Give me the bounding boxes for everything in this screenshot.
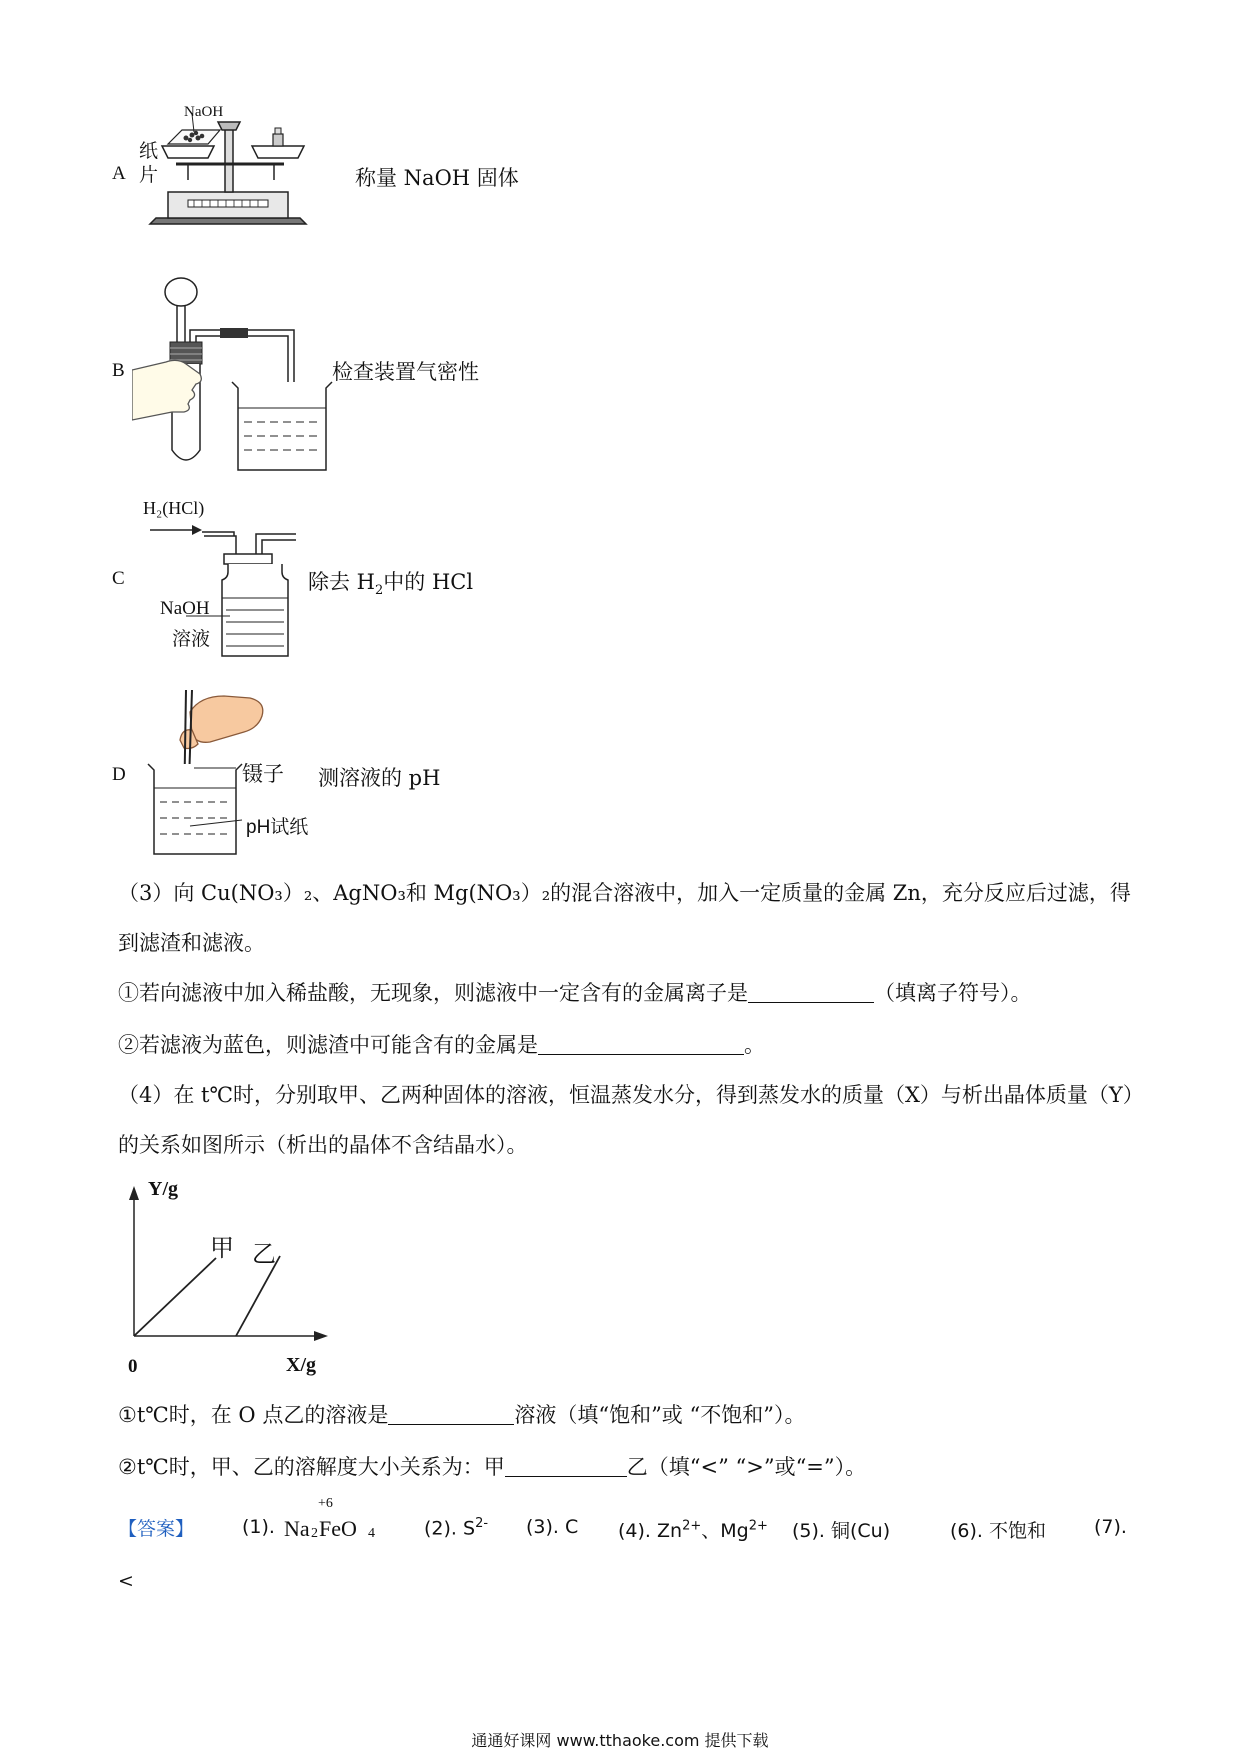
- graph-series-jia: 甲: [210, 1234, 234, 1262]
- ph-paper-label: pH试纸: [246, 817, 309, 838]
- q3-intro-line2: 到滤渣和滤液。: [118, 931, 265, 955]
- airtight-check-figure: [132, 270, 342, 480]
- graph-xlabel: X/g: [286, 1354, 316, 1376]
- evaporation-graph: [110, 1180, 350, 1374]
- answer-3: (3). C: [526, 1516, 579, 1538]
- answer-7-continued: <: [118, 1570, 134, 1592]
- gas-washing-bottle-icon: [140, 520, 300, 660]
- naoh-solution-label-2: 溶液: [172, 628, 211, 650]
- q3-sub1-blank[interactable]: [748, 980, 874, 1003]
- q4-sub1: ①t℃时，在 O 点乙的溶液是 溶液（填“饱和”或 “不饱和”）。: [118, 1403, 806, 1427]
- answer-7: (7).: [1094, 1516, 1127, 1538]
- option-d-caption: 测溶液的 pH: [318, 766, 441, 790]
- test-tube-beaker-icon: [132, 270, 342, 480]
- option-c-caption: 除去 $H_2$中的 HCl: [308, 570, 474, 599]
- q3-intro-line1: （3）向 Cu(NO₃）₂、AgNO₃和 Mg(NO₃）₂的混合溶液中，加入一定质量的金属 Zn，充分反应后过滤，得: [118, 881, 1131, 905]
- graph-axes: [110, 1180, 350, 1370]
- answer-1-formula: +6 Na 2 FeO 4: [284, 1496, 375, 1541]
- q3-sub1: ①若向滤液中加入稀盐酸，无现象，则滤液中一定含有的金属离子是 （填离子符号）。: [118, 981, 1032, 1005]
- tweezers-label: 镊子: [242, 762, 284, 786]
- answer-5: (5). 铜(Cu): [792, 1520, 891, 1542]
- answer-6: (6). 不饱和: [950, 1520, 1046, 1542]
- option-b-caption: 检查装置气密性: [332, 360, 479, 384]
- graph-ylabel: Y/g: [148, 1178, 178, 1200]
- q4-sub2-blank[interactable]: [505, 1454, 627, 1477]
- page-footer: 通通好课网 www.tthaoke.com 提供下载: [471, 1731, 769, 1750]
- answer-4: (4). $Zn^{2+}$、$Mg^{2+}$: [618, 1518, 768, 1542]
- paper-label-2: 片: [139, 164, 159, 186]
- graph-origin: 0: [128, 1356, 138, 1377]
- q4-intro-line2: 的关系如图所示（析出的晶体不含结晶水）。: [118, 1133, 528, 1157]
- series-jia-line: [134, 1258, 216, 1336]
- q3-sub2-blank[interactable]: [538, 1032, 744, 1055]
- option-d-letter: D: [112, 764, 126, 785]
- naoh-solution-label-1: NaOH: [160, 598, 210, 619]
- gas-label: H₂(HCl): [143, 498, 205, 518]
- paper-label-1: 纸: [139, 140, 159, 162]
- answer-1-label: (1).: [242, 1516, 275, 1538]
- option-b-letter: B: [112, 360, 125, 381]
- q4-sub1-blank[interactable]: [388, 1402, 514, 1425]
- q4-intro-line1: （4）在 t℃时，分别取甲、乙两种固体的溶液，恒温蒸发水分，得到蒸发水的质量（X）与析出晶体质量（Y）: [118, 1083, 1144, 1107]
- option-a-letter: A: [112, 163, 126, 184]
- gas-washing-figure: [140, 520, 300, 660]
- answer-heading: 【答案】: [118, 1518, 195, 1540]
- option-c-letter: C: [112, 568, 125, 589]
- q3-sub2: ②若滤液为蓝色，则滤渣中可能含有的金属是 。: [118, 1033, 765, 1057]
- graph-series-yi: 乙: [252, 1240, 276, 1268]
- q4-sub2: ②t℃时，甲、乙的溶解度大小关系为：甲 乙（填“<” “>”或“=”）。: [118, 1455, 867, 1479]
- naoh-label: NaOH: [184, 104, 224, 120]
- answer-2: (2). $S^{2-}$: [424, 1516, 489, 1540]
- option-a-caption: 称量 NaOH 固体: [355, 166, 519, 190]
